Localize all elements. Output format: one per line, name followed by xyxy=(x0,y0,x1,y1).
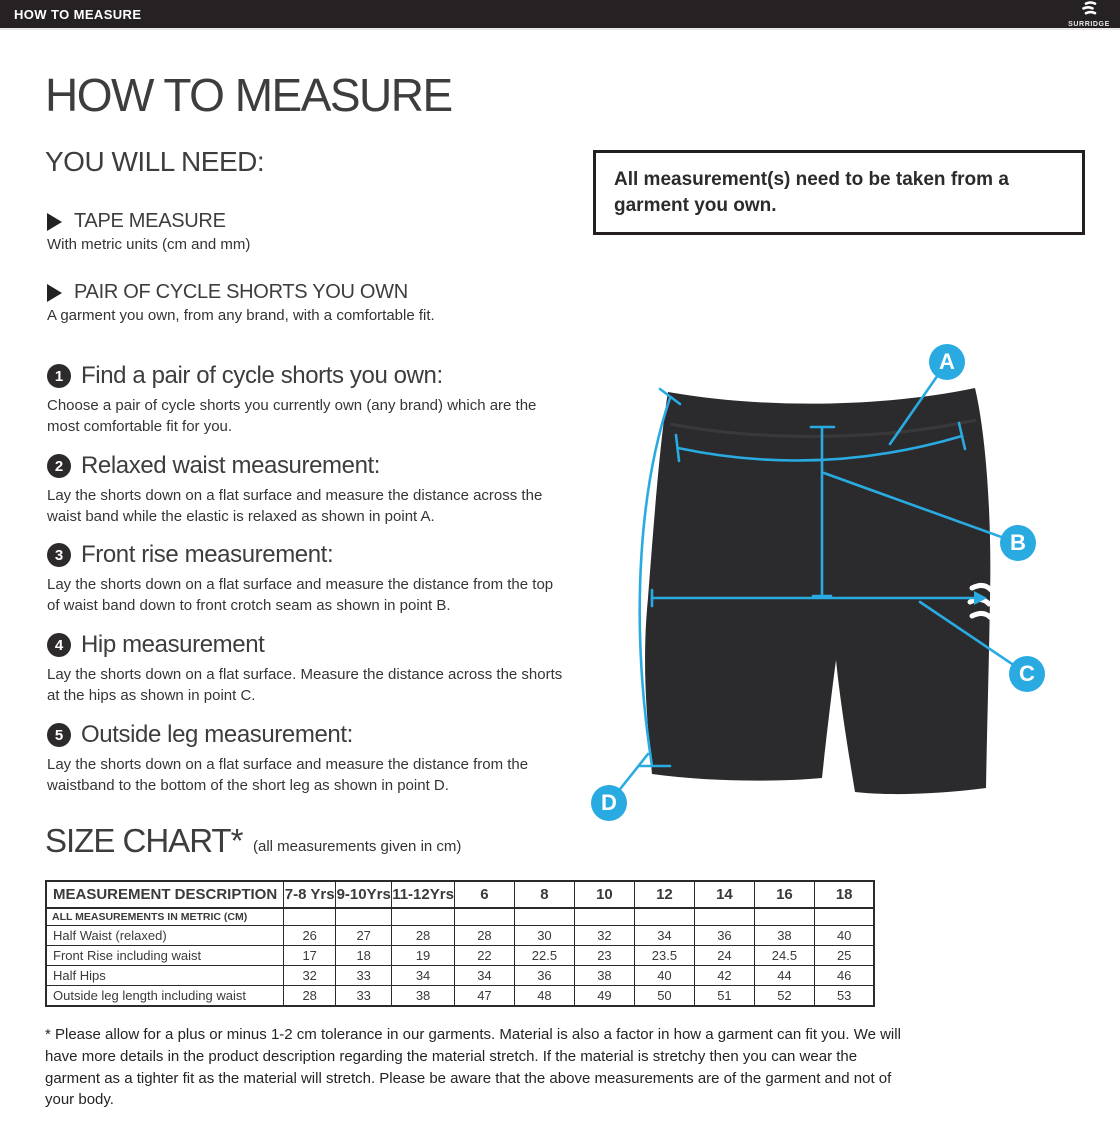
shorts-diagram xyxy=(590,330,1090,830)
column-header: 8 xyxy=(514,881,574,908)
surridge-swoosh-icon xyxy=(1080,3,1098,20)
cell-value: 36 xyxy=(694,926,754,946)
cell-value: 28 xyxy=(392,926,455,946)
cell-value: 23.5 xyxy=(634,946,694,966)
column-header: 18 xyxy=(814,881,874,908)
need-item-label: TAPE MEASURE xyxy=(74,210,226,232)
cell-value: 34 xyxy=(454,966,514,986)
step-1 xyxy=(47,362,567,437)
step-title: Find a pair of cycle shorts you own: xyxy=(81,362,443,389)
shorts-illustration xyxy=(590,330,1090,830)
marker-a: A xyxy=(929,344,965,380)
cell-value: 24.5 xyxy=(754,946,814,966)
step-body: Lay the shorts down on a flat surface and measure the distance across the waist band while the elastic is relaxed as shown in point A. xyxy=(47,487,543,525)
cell-value: 34 xyxy=(392,966,455,986)
row-label: Outside leg length including waist xyxy=(46,986,284,1007)
size-chart-heading: SIZE CHART* xyxy=(45,822,243,859)
step-5 xyxy=(47,721,567,796)
cell-value: 46 xyxy=(814,966,874,986)
cell-value: 36 xyxy=(514,966,574,986)
column-header: 10 xyxy=(574,881,634,908)
top-bar-title: HOW TO MEASURE xyxy=(14,7,142,22)
cell-value: 38 xyxy=(392,986,455,1007)
size-chart-note: (all measurements given in cm) xyxy=(253,838,462,855)
cell-value: 42 xyxy=(694,966,754,986)
top-bar xyxy=(0,0,1120,30)
cell-value: 52 xyxy=(754,986,814,1007)
column-header: 7-8 Yrs xyxy=(284,881,336,908)
step-title: Relaxed waist measurement: xyxy=(81,452,381,479)
page-title: HOW TO MEASURE xyxy=(45,69,452,121)
cell-value: 26 xyxy=(284,926,336,946)
cell-value: 32 xyxy=(284,966,336,986)
step-4 xyxy=(47,631,567,706)
step-body: Choose a pair of cycle shorts you currently own (any brand) which are the most comfortable fit for you. xyxy=(47,397,537,435)
marker-b: B xyxy=(1000,525,1036,561)
step-title: Hip measurement xyxy=(81,631,265,658)
cell-value: 33 xyxy=(336,966,392,986)
need-item-cycle-shorts xyxy=(47,281,587,324)
cell-value: 32 xyxy=(574,926,634,946)
cell-value: 49 xyxy=(574,986,634,1007)
table-row xyxy=(46,946,874,966)
cell-value: 47 xyxy=(454,986,514,1007)
step-body: Lay the shorts down on a flat surface and measure the distance from the waistband to the bottom of the short leg as shown in point D. xyxy=(47,756,529,794)
step-number-badge: 4 xyxy=(47,633,71,657)
cell-value: 30 xyxy=(514,926,574,946)
footnote: * Please allow for a plus or minus 1-2 cm tolerance in our garments. Material is also a factor in how a garment can fit you. We will have more details in the product description regarding the material stretch. If the material is stretchy then you can wear the garment as a tighter fit as the material will stretch. Please be aware that the above measurements are of the garment and not of your body. xyxy=(45,1026,901,1109)
triangle-bullet-icon xyxy=(47,284,62,302)
row-label: Half Hips xyxy=(46,966,284,986)
need-item-label: PAIR OF CYCLE SHORTS YOU OWN xyxy=(74,281,408,303)
table-row xyxy=(46,966,874,986)
step-number-badge: 3 xyxy=(47,543,71,567)
cell-value: 50 xyxy=(634,986,694,1007)
column-header: MEASUREMENT DESCRIPTION xyxy=(46,881,284,908)
cell-value: 51 xyxy=(694,986,754,1007)
cell-value: 24 xyxy=(694,946,754,966)
cell-value: 25 xyxy=(814,946,874,966)
brand-logo xyxy=(1066,1,1112,28)
column-header: 9-10Yrs xyxy=(336,881,392,908)
cell-value: 28 xyxy=(284,986,336,1007)
step-body: Lay the shorts down on a flat surface and measure the distance from the top of waist band down to front crotch seam as shown in point B. xyxy=(47,576,554,614)
you-will-need-heading: YOU WILL NEED: xyxy=(45,146,265,177)
cell-value: 44 xyxy=(754,966,814,986)
step-title: Front rise measurement: xyxy=(81,541,334,568)
cell-value: 19 xyxy=(392,946,455,966)
cell-value: 38 xyxy=(574,966,634,986)
column-header: 16 xyxy=(754,881,814,908)
notice-box xyxy=(593,150,1085,235)
cell-value: 23 xyxy=(574,946,634,966)
column-header: 12 xyxy=(634,881,694,908)
step-number-badge: 2 xyxy=(47,454,71,478)
brand-name: SURRIDGE xyxy=(1068,21,1110,28)
row-label: Half Waist (relaxed) xyxy=(46,926,284,946)
triangle-bullet-icon xyxy=(47,213,62,231)
column-header: 11-12Yrs xyxy=(392,881,455,908)
row-label: Front Rise including waist xyxy=(46,946,284,966)
table-subheader-row xyxy=(46,908,874,926)
cell-value: 17 xyxy=(284,946,336,966)
cell-value: 28 xyxy=(454,926,514,946)
shorts-shape xyxy=(645,388,990,794)
cell-value: 22 xyxy=(454,946,514,966)
cell-value: 48 xyxy=(514,986,574,1007)
table-header-row xyxy=(46,881,874,908)
column-header: 14 xyxy=(694,881,754,908)
size-chart-table xyxy=(45,880,875,1007)
subheader-label: ALL MEASUREMENTS IN METRIC (CM) xyxy=(46,908,284,926)
step-body: Lay the shorts down on a flat surface. Measure the distance across the shorts at the hips as shown in point C. xyxy=(47,666,563,704)
step-number-badge: 1 xyxy=(47,364,71,388)
marker-d: D xyxy=(591,785,627,821)
marker-c: C xyxy=(1009,656,1045,692)
step-number-badge: 5 xyxy=(47,723,71,747)
cell-value: 38 xyxy=(754,926,814,946)
cell-value: 22.5 xyxy=(514,946,574,966)
cell-value: 40 xyxy=(814,926,874,946)
cell-value: 34 xyxy=(634,926,694,946)
step-3 xyxy=(47,541,567,616)
step-title: Outside leg measurement: xyxy=(81,721,353,748)
cell-value: 18 xyxy=(336,946,392,966)
cell-value: 33 xyxy=(336,986,392,1007)
step-2 xyxy=(47,452,567,527)
column-header: 6 xyxy=(454,881,514,908)
need-item-note: A garment you own, from any brand, with a comfortable fit. xyxy=(47,307,435,324)
cell-value: 53 xyxy=(814,986,874,1007)
cell-value: 27 xyxy=(336,926,392,946)
cell-value: 40 xyxy=(634,966,694,986)
need-item-note: With metric units (cm and mm) xyxy=(47,236,251,253)
table-row xyxy=(46,986,874,1007)
table-row xyxy=(46,926,874,946)
need-item-tape-measure xyxy=(47,210,587,253)
notice-text: All measurement(s) need to be taken from a garment you own. xyxy=(614,169,1009,216)
